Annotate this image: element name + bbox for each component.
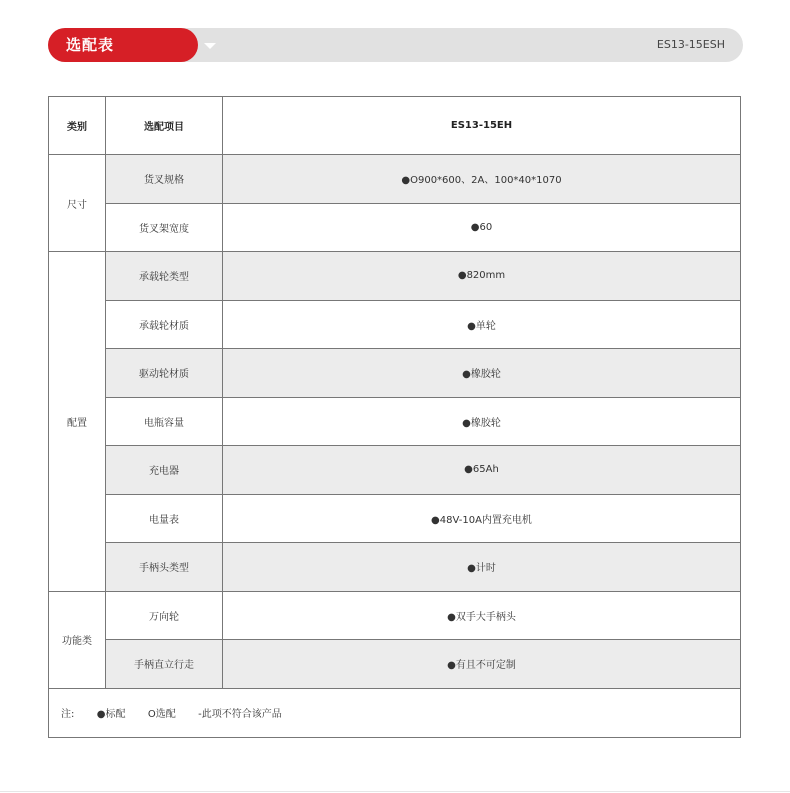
item-cell: 承载轮类型 (106, 252, 223, 301)
note-prefix: 注: (61, 709, 75, 720)
value-cell: ●单轮 (223, 300, 741, 349)
table-row (49, 300, 741, 349)
item-cell: 货叉架宽度 (106, 203, 223, 252)
item-cell: 手柄直立行走 (106, 640, 223, 689)
item-cell: 电瓶容量 (106, 397, 223, 446)
category-cell: 功能类 (49, 591, 106, 688)
note-cell (49, 688, 741, 737)
footer-divider (0, 791, 790, 792)
header-tab-label: 选配表 (66, 36, 115, 54)
item-cell: 充电器 (106, 446, 223, 495)
item-cell: 驱动轮材质 (106, 349, 223, 398)
table-row (49, 494, 741, 543)
item-cell: 手柄头类型 (106, 543, 223, 592)
spec-table (48, 96, 741, 738)
item-cell: 承载轮材质 (106, 300, 223, 349)
item-cell: 货叉规格 (106, 155, 223, 204)
table-header-row (49, 97, 741, 155)
header-tab (48, 28, 198, 62)
value-cell: ●60 (223, 203, 741, 252)
header-model-column: ES13-15EH (223, 97, 741, 155)
value-cell: ●双手大手柄头 (223, 591, 741, 640)
value-cell: ●820mm (223, 252, 741, 301)
note-standard: ●标配 (96, 709, 126, 720)
value-cell: ●65Ah (223, 446, 741, 495)
value-cell: ●O900*600、2A、100*40*1070 (223, 155, 741, 204)
header-category: 类别 (49, 97, 106, 155)
table-row (49, 446, 741, 495)
value-cell: ●48V-10A内置充电机 (223, 494, 741, 543)
chevron-down-icon (204, 43, 216, 49)
value-cell: ●橡胶轮 (223, 397, 741, 446)
table-row (49, 252, 741, 301)
note-row (49, 688, 741, 737)
header-item: 选配项目 (106, 97, 223, 155)
item-cell: 万向轮 (106, 591, 223, 640)
item-cell: 电量表 (106, 494, 223, 543)
value-cell: ●橡胶轮 (223, 349, 741, 398)
table-row (49, 349, 741, 398)
header-bar (48, 28, 743, 62)
note-optional: O选配 (147, 709, 176, 720)
table-row (49, 155, 741, 204)
category-cell: 尺寸 (49, 155, 106, 252)
table-row (49, 640, 741, 689)
value-cell: ●有且不可定制 (223, 640, 741, 689)
table-row (49, 591, 741, 640)
note-none: -此项不符合该产品 (198, 709, 282, 720)
table-row (49, 203, 741, 252)
category-cell: 配置 (49, 252, 106, 592)
header-model: ES13-15ESH (656, 38, 725, 51)
table-row (49, 397, 741, 446)
table-row (49, 543, 741, 592)
value-cell: ●计时 (223, 543, 741, 592)
